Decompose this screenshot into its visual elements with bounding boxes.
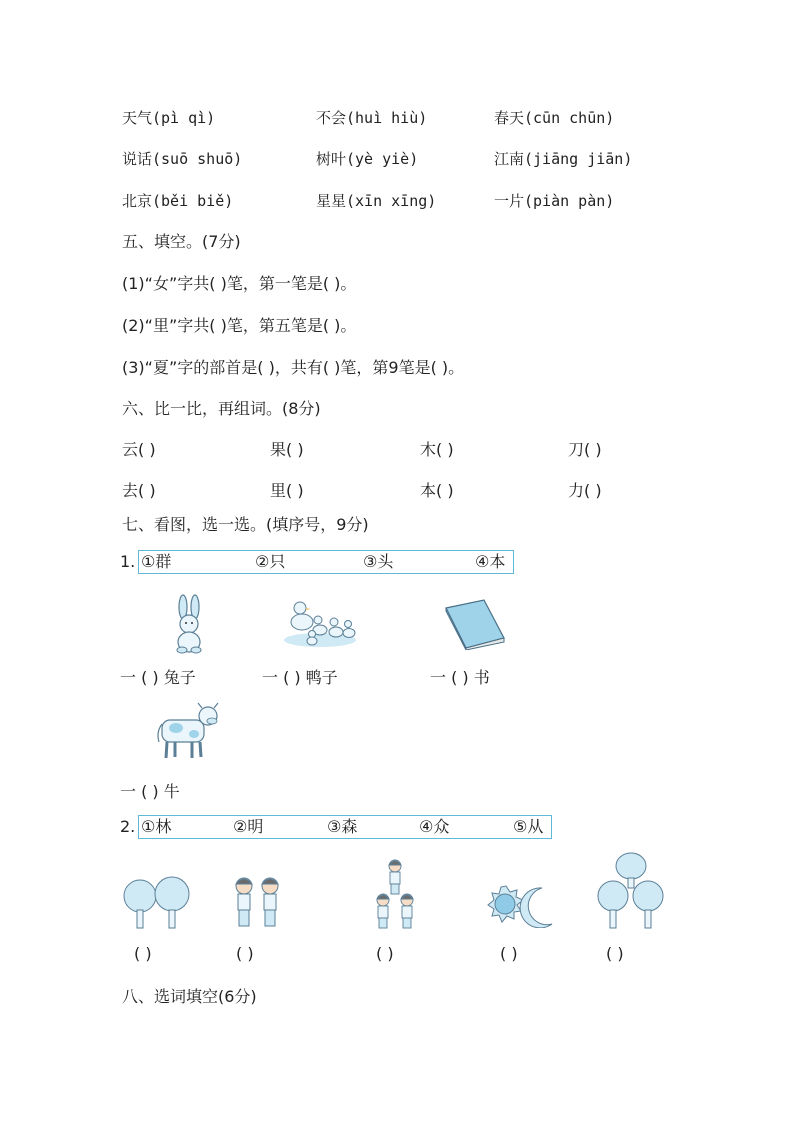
word-compare-item: 果( ): [270, 440, 304, 459]
blank-rabbit: 一 ( ) 兔子: [120, 668, 196, 687]
sun-moon-picture: [486, 884, 558, 928]
option-item: ④本: [475, 552, 506, 571]
blank-two-people: ( ): [236, 944, 254, 963]
blank-book: 一 ( ) 书: [430, 668, 490, 687]
two-people-picture: [230, 874, 284, 930]
question-number: 1.: [120, 552, 136, 571]
option-item: ⑤从: [513, 817, 544, 836]
word-compare-item: 力( ): [568, 481, 602, 500]
blank-ducks: 一 ( ) 鸭子: [262, 668, 338, 687]
rabbit-picture: [168, 594, 212, 654]
two-trees-picture: [122, 876, 192, 930]
word-compare-item: 去( ): [122, 481, 156, 500]
word-compare-item: 云( ): [122, 440, 156, 459]
option-box: [138, 550, 514, 574]
question-number: 2.: [120, 817, 136, 836]
option-item: ③头: [363, 552, 394, 571]
word-compare-item: 刀( ): [568, 440, 602, 459]
blank-three-people: ( ): [376, 944, 394, 963]
word-compare-item: 里( ): [270, 481, 304, 500]
pinyin-item: 江南(jiāng jiān): [494, 150, 633, 168]
section-6-title: 六、比一比，再组词。(8分): [122, 399, 321, 418]
section-7-title: 七、看图，选一选。(填序号，9分): [122, 515, 369, 534]
cow-picture: [154, 702, 226, 762]
three-people-picture: [372, 858, 418, 930]
pinyin-item: 树叶(yè yiè): [316, 150, 419, 168]
option-item: ①群: [141, 552, 172, 571]
word-compare-item: 本( ): [420, 481, 454, 500]
pinyin-item: 星星(xīn xīng): [316, 192, 437, 210]
pinyin-item: 一片(piàn pàn): [494, 192, 615, 210]
blank-cow: 一 ( ) 牛: [120, 782, 180, 801]
fill-blank-item: (2)“里”字共( )笔，第五笔是( )。: [122, 316, 357, 335]
pinyin-item: 北京(běi biě): [122, 192, 234, 210]
option-item: ④众: [419, 817, 450, 836]
fill-blank-item: (3)“夏”字的部首是( )，共有( )笔，第9笔是( )。: [122, 358, 465, 377]
three-trees-picture: [596, 852, 666, 930]
book-picture: [444, 598, 506, 650]
section-8-title: 八、选词填空(6分): [122, 987, 257, 1006]
ducks-picture: [282, 598, 358, 648]
option-item: ②只: [255, 552, 286, 571]
option-item: ②明: [233, 817, 264, 836]
pinyin-item: 不会(huì hiù): [316, 109, 428, 127]
pinyin-item: 天气(pì qì): [122, 109, 216, 127]
blank-two-trees: ( ): [134, 944, 152, 963]
fill-blank-item: (1)“女”字共( )笔，第一笔是( )。: [122, 274, 357, 293]
option-box: [138, 815, 552, 839]
option-item: ③森: [327, 817, 358, 836]
section-5-title: 五、填空。(7分): [122, 232, 241, 251]
pinyin-item: 春天(cūn chūn): [494, 109, 615, 127]
pinyin-item: 说话(suō shuō): [122, 150, 243, 168]
blank-three-trees: ( ): [606, 944, 624, 963]
word-compare-item: 木( ): [420, 440, 454, 459]
option-item: ①林: [141, 817, 172, 836]
blank-sun-moon: ( ): [500, 944, 518, 963]
